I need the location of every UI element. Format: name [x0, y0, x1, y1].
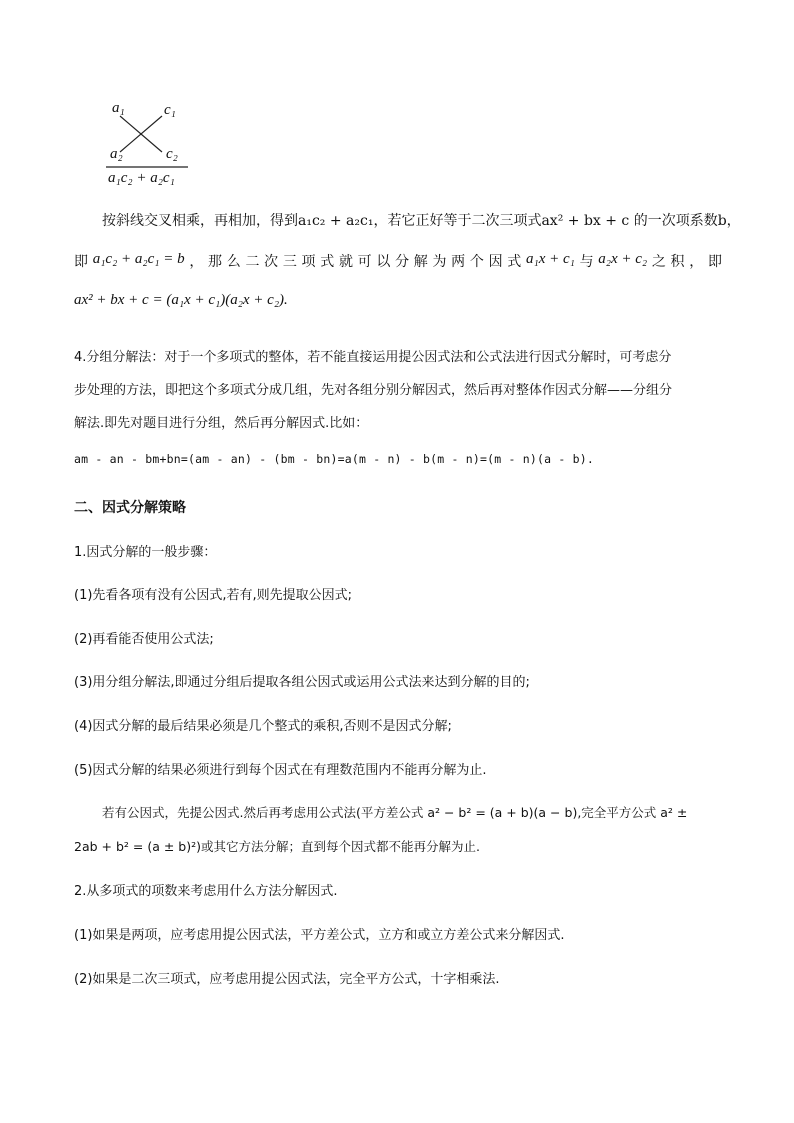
diagram-result: a₁c₂ + a₂c₁	[108, 170, 175, 186]
word: 解	[413, 254, 428, 270]
diagram-a2: a₂	[110, 146, 123, 162]
word: 因	[488, 254, 503, 270]
para2-line2: 步处理的方法，即把这个多项式分成几组，先对各组分别分解因式，然后再对整体作因式分解——分组分	[74, 383, 673, 398]
formula: a₁x + c₁	[525, 251, 575, 267]
word: 两	[451, 254, 466, 270]
subsection-title-1: 1.因式分解的一般步骤：	[74, 545, 217, 560]
cross-multiplication-diagram	[98, 100, 198, 192]
word: 即	[74, 254, 88, 270]
word: 与	[579, 254, 594, 270]
word: 积	[670, 254, 685, 270]
diagram-c1: c₁	[164, 102, 176, 118]
word: 个	[469, 254, 484, 270]
formula: a₁c₂ + a₂c₁ = b	[92, 251, 185, 267]
subsection-item-2: (2)如果是二次三项式，应考虑用提公因式法，完全平方公式，十字相乘法.	[74, 972, 500, 987]
subsection-title-2: 2.从多项式的项数来考虑用什么方法分解因式.	[74, 884, 338, 899]
note-line-2: 2ab + b² = (a ± b)²)或其它方法分解；直到每个因式都不能再分解为止.	[74, 839, 480, 854]
word: 即	[707, 254, 722, 270]
word: 那	[208, 254, 223, 270]
word: 式	[507, 254, 522, 270]
word: 可	[357, 254, 372, 270]
note-line-1: 若有公因式，先提公因式.然后再考虑用公式法(平方差公式 a² − b² = (a + b)(a − b),完全平方公式 a² ±	[102, 805, 688, 820]
para2-line3: 解法.即先对题目进行分组，然后再分解因式.比如：	[74, 416, 369, 431]
diagram-a1: a₁	[112, 100, 125, 116]
word: 式	[320, 254, 335, 270]
word: 为	[432, 254, 447, 270]
step-1: (1)先看各项有没有公因式,若有,则先提取公因式;	[74, 588, 353, 603]
word: 分	[395, 254, 410, 270]
word: 项	[301, 254, 316, 270]
word: 么	[226, 254, 241, 270]
example-equation: am - an - bm+bn=(am - an) - (bm - bn)=a(m - n) - b(m - n)=(m - n)(a - b).	[74, 452, 595, 466]
step-2: (2)再看能否使用公式法;	[74, 632, 214, 647]
step-5: (5)因式分解的结果必须进行到每个因式在有理数范围内不能再分解为止.	[74, 763, 487, 778]
word: ，	[689, 254, 704, 270]
step-4: (4)因式分解的最后结果必须是几个整式的乘积,否则不是因式分解;	[74, 719, 452, 734]
word: 三	[282, 254, 297, 270]
word: 就	[338, 254, 353, 270]
word: 二	[245, 254, 260, 270]
para1-line3: ax² + bx + c = (a₁x + c₁)(a₂x + c₂).	[74, 292, 288, 308]
section-title: 二、因式分解策略	[74, 500, 186, 516]
word: ，	[189, 254, 204, 270]
word: 之	[651, 254, 666, 270]
diagram-c2: c₂	[166, 146, 178, 162]
subsection-item-1: (1)如果是两项，应考虑用提公因式法，平方差公式，立方和或立方差公式来分解因式.	[74, 928, 565, 943]
step-3: (3)用分组分解法,即通过分组后提取各组公因式或运用公式法来达到分解的目的;	[74, 675, 530, 690]
para2-line1: 4.分组分解法：对于一个多项式的整体，若不能直接运用提公因式法和公式法进行因式分解时，可考虑分	[74, 350, 672, 365]
formula: a₂x + c₂	[598, 251, 648, 267]
para1-line2	[74, 251, 722, 271]
word: 次	[264, 254, 279, 270]
para1-line1: 按斜线交叉相乘，再相加，得到a₁c₂ + a₂c₁，若它正好等于二次三项式ax² + bx + c 的一次项系数b，	[102, 213, 741, 229]
word: 以	[376, 254, 391, 270]
